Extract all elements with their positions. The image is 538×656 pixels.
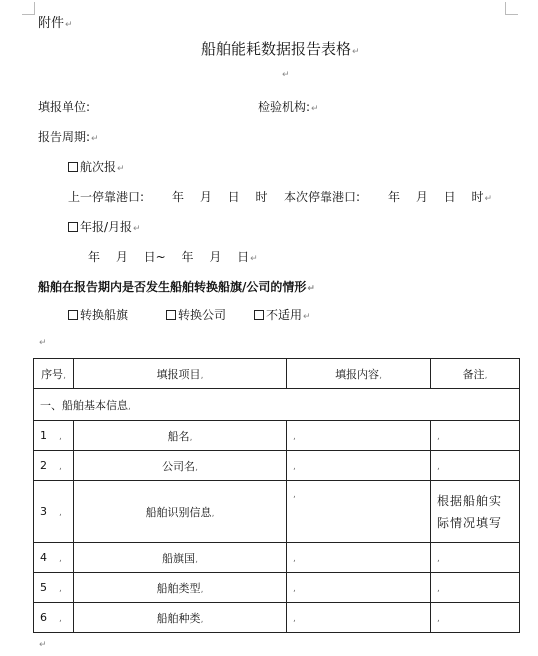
paragraph-mark: ↵	[282, 70, 290, 80]
voyage-report-option[interactable]: 航次报↵	[68, 158, 125, 175]
page-corner-top-right	[505, 2, 518, 15]
row-item: 船舶类型,	[74, 573, 287, 603]
next-port-label: 本次停靠港口:	[284, 190, 361, 204]
row-content-field[interactable]: ,	[287, 543, 431, 573]
last-port-date: 年 月 日 时	[172, 190, 268, 204]
energy-report-table	[33, 358, 520, 633]
row-note: ,	[431, 421, 520, 451]
row-no: 6 ,	[34, 603, 74, 633]
not-applicable-option[interactable]: 不适用↵	[254, 306, 311, 323]
row-note: ,	[431, 543, 520, 573]
checkbox-not-applicable[interactable]	[254, 310, 264, 320]
date-range: 年 月 日~ 年 月 日↵	[88, 250, 258, 264]
inspection-org-label: 检验机构:↵	[258, 100, 319, 114]
table-header-row	[34, 359, 520, 389]
row-content-field[interactable]: ,	[287, 421, 431, 451]
row-item: 船舶识别信息,	[74, 481, 287, 543]
row-content-field[interactable]: ,	[287, 451, 431, 481]
row-note: ,	[431, 451, 520, 481]
row-item: 船旗国,	[74, 543, 287, 573]
filling-unit-label: 填报单位:	[38, 100, 91, 114]
row-no: 1 ,	[34, 421, 74, 451]
paragraph-mark: ↵	[39, 640, 47, 650]
section-row	[34, 389, 520, 421]
header-cell-content: 填报内容,	[287, 359, 431, 389]
change-question: 船舶在报告期内是否发生船舶转换船旗/公司的情形↵	[38, 280, 315, 294]
change-company-option[interactable]: 转换公司	[166, 306, 226, 323]
table-row	[34, 421, 520, 451]
row-no: 4 ,	[34, 543, 74, 573]
row-content-field[interactable]: ,	[287, 573, 431, 603]
page-title: 船舶能耗数据报告表格↵	[201, 40, 360, 58]
page-corner-top-left	[22, 2, 35, 15]
table-row	[34, 603, 520, 633]
report-period-label: 报告周期:↵	[38, 130, 99, 144]
row-no: 5 ,	[34, 573, 74, 603]
row-item: 船舶种类,	[74, 603, 287, 633]
row-note: 根据船舶实际情况填写	[431, 481, 520, 543]
row-note: ,	[431, 603, 520, 633]
row-content-field[interactable]: ,	[287, 481, 431, 543]
row-item: 公司名,	[74, 451, 287, 481]
change-flag-option[interactable]: 转换船旗	[68, 306, 128, 323]
row-content-field[interactable]: ,	[287, 603, 431, 633]
table-row	[34, 543, 520, 573]
paragraph-mark: ↵	[39, 338, 47, 348]
row-no: 3 ,	[34, 481, 74, 543]
annual-monthly-option[interactable]: 年报/月报↵	[68, 218, 141, 235]
last-port-label: 上一停靠港口:	[68, 190, 145, 204]
row-note: ,	[431, 573, 520, 603]
checkbox-voyage-report[interactable]	[68, 162, 78, 172]
checkbox-annual-monthly[interactable]	[68, 222, 78, 232]
row-no: 2 ,	[34, 451, 74, 481]
checkbox-change-flag[interactable]	[68, 310, 78, 320]
table-row	[34, 481, 520, 543]
header-cell-item: 填报项目,	[74, 359, 287, 389]
table-row	[34, 451, 520, 481]
section-cell: 一、船舶基本信息,	[34, 389, 520, 421]
attachment-label: 附件↵	[38, 16, 73, 31]
header-cell-note: 备注,	[431, 359, 520, 389]
table-row	[34, 573, 520, 603]
checkbox-change-company[interactable]	[166, 310, 176, 320]
header-cell-no: 序号,	[34, 359, 74, 389]
row-item: 船名,	[74, 421, 287, 451]
next-port-date: 年 月 日 时↵	[388, 190, 492, 204]
